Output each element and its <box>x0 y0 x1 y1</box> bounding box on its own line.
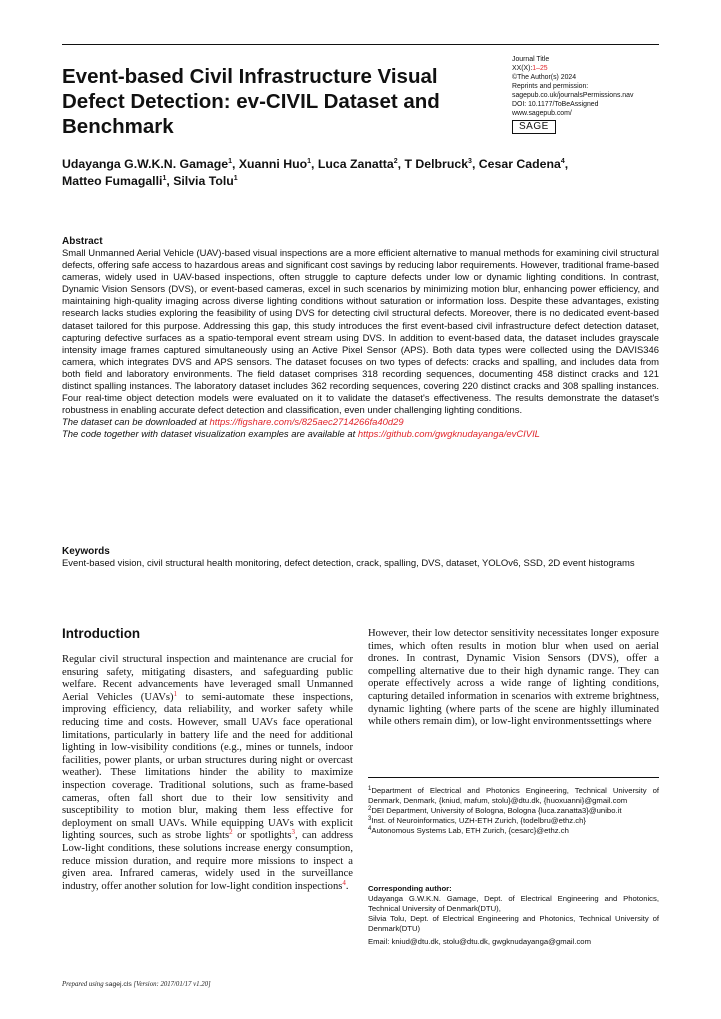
doi: DOI: 10.1177/ToBeAssigned <box>512 101 599 108</box>
citation-2[interactable]: 2 <box>229 828 233 837</box>
affiliation-footnotes <box>368 786 659 836</box>
code-link[interactable]: https://github.com/gwgknudayanga/evCIVIL <box>357 429 540 441</box>
author-name: Matteo Fumagalli <box>62 174 163 188</box>
author-affiliation-marker: 1 <box>307 158 312 165</box>
footnote-text: Inst. of Neuroinformatics, UZH-ETH Zurich, {todelbru@ethz.ch} <box>371 815 586 825</box>
abstract-body: Small Unmanned Aerial Vehicle (UAV)-based visual inspections are a more efficient alternative to manual methods for examining civil structural defects, offering safe access to hazardous areas and significant cost savings by reducing labor requirements. However, traditional frame-based cameras, widely used in UAV-based inspections, often struggle to capture defects under low or dynamic lighting conditions. In contrast, Dynamic Vision Sensors (DVS), or event-based cameras, excel in such scenarios by minimizing motion blur, enhancing power efficiency, and maintaining high-quality imaging across diverse lighting conditions without saturation or information loss. Despite these advantages, existing research lacks studies exploring the feasibility of using DVS for detecting civil structural defects. Moreover, there is no dedicated event-based dataset tailored for this purpose. Addressing this gap, this study introduces the first event-based civil infrastructure defect detection dataset, capturing defective surfaces as a spatio-temporal event stream using DVS. In addition to event-based data, the dataset includes grayscale intensity image frames captured simultaneously using an Active Pixel Sensor (APS). Both data types were collected using the DAVIS346 camera, which integrates DVS and APS sensors. The dataset focuses on two types of defects: cracks and spalling, and includes data from both field and laboratory environments. The field dataset comprises 318 recording sequences, documenting 458 distinct cracks and 121 distinct spalling instances. The laboratory dataset includes 362 recording sequences, covering 220 distinct cracks and 308 spalling instances. Four real-time object detection models were evaluated on it to validate the dataset's effectiveness. The results demonstrate the dataset's robustness in enabling accurate defect detection and classification, even under challenging lighting conditions. <box>62 248 659 417</box>
author-list: Udayanga G.W.K.N. Gamage$^1$, Xuanni Huo$^1$, Luca Zanatta$^2$, T Delbruck$^3$, Cesar Cadena$^4$, Matteo Fumagalli$^1$, Silvia Tolu$^1$ <box>62 157 569 188</box>
keywords-body: Event-based vision, civil structural health monitoring, defect detection, crack, spalling, DVS, dataset, YOLOv6, SSD, 2D event histograms <box>62 558 635 569</box>
top-rule <box>62 44 659 45</box>
sage-logo: SAGE <box>512 120 556 134</box>
author-name: Udayanga G.W.K.N. Gamage <box>62 157 229 171</box>
footnote-number: 4 <box>368 825 372 832</box>
introduction-right-column <box>368 628 659 729</box>
author-name: Silvia Tolu <box>173 174 234 188</box>
corresponding-email: Email: kniud@dtu.dk, stolu@dtu.dk, gwgknudayanga@gmail.com <box>368 936 591 946</box>
dataset-availability: The dataset can be downloaded at https://figshare.com/s/825aec2714266fa40d29 <box>62 417 404 429</box>
copyright: ©The Author(s) 2024 <box>512 74 577 81</box>
reprints-url: sagepub.co.uk/journalsPermissions.nav <box>512 92 634 99</box>
footnote-text: DEI Department, University of Bologna, Bologna {luca.zanatta3}@unibo.it <box>371 805 622 815</box>
corresponding-line-2: Silvia Tolu, Dept. of Electrical Engineering and Photonics, Technical University of Denmark(DTU) <box>368 913 659 933</box>
abstract-heading: Abstract <box>62 236 103 247</box>
author-affiliation-marker: 1 <box>228 158 232 165</box>
corresponding-line-1: Udayanga G.W.K.N. Gamage, Dept. of Electrical Engineering and Photonics, Technical University of Denmark(DTU), <box>368 893 659 913</box>
author-name: Luca Zanatta <box>317 157 394 171</box>
citation-1[interactable]: 1 <box>173 689 178 698</box>
introduction-heading: Introduction <box>62 626 141 641</box>
corresponding-author <box>368 884 659 946</box>
introduction-continuation: However, their low detector sensitivity necessitates longer exposure times, which often results in motion blur when used on aerial drones. In contrast, Dynamic Vision Sensors (DVS), offer a compelling alternative due to their high dynamic range. They can operate effectively across a wide range of lighting conditions, capturing detailed information in scenarios with extreme brightness, dynamic lighting (where parts of the scene are highly illuminated while others remain dim), or low-light environmentssettings where <box>368 628 659 728</box>
author-affiliation-marker: 1 <box>162 175 167 182</box>
code-availability: The code together with dataset visualization examples are available at https://github.com/gwgknudayanga/evCIVIL <box>62 429 540 441</box>
dataset-link[interactable]: https://figshare.com/s/825aec2714266fa40d29 <box>209 417 404 429</box>
introduction-left-column <box>62 654 353 893</box>
paper-title: Event-based Civil Infrastructure Visual Defect Detection: ev-CIVIL Dataset and Benchmark <box>62 65 440 138</box>
affiliation-footnote <box>368 786 659 806</box>
prepared-using-footer: Prepared using sagej.cls [Version: 2017/01/17 v1.20] <box>62 981 211 988</box>
affiliation-footnote <box>368 826 659 836</box>
author-name: Cesar Cadena <box>478 157 561 171</box>
footnote-text: Department of Electrical and Photonics Engineering, Technical University of Denmark, Denmark, {kniud, mafum, stolu}@dtu.dk, {huoxuanni}@gmail.com <box>368 786 659 805</box>
footnote-text: Autonomous Systems Lab, ETH Zurich, {cesarc}@ethz.ch <box>371 825 569 835</box>
keywords-heading: Keywords <box>62 546 110 557</box>
journal-meta <box>512 55 672 134</box>
journal-issue: XX(X):1–25 <box>512 65 548 72</box>
affiliation-footnote <box>368 816 659 826</box>
footnote-number: 1 <box>368 786 372 792</box>
abstract-section <box>62 235 659 442</box>
author-affiliation-marker: 1 <box>233 175 238 182</box>
journal-name: Journal Title <box>512 56 550 63</box>
citation-4[interactable]: 4 <box>342 878 346 887</box>
page-range-link[interactable]: 1–25 <box>532 65 548 72</box>
author-affiliation-marker: 2 <box>393 158 398 165</box>
reprints-label: Reprints and permission: <box>512 83 589 90</box>
author-affiliation-marker: 3 <box>468 158 472 165</box>
footnote-rule <box>368 777 659 778</box>
keywords-section <box>62 545 659 570</box>
author-name: Xuanni Huo <box>238 157 308 171</box>
author-name: T Delbruck <box>404 157 469 171</box>
author-affiliation-marker: 4 <box>560 158 565 165</box>
introduction-paragraph: Regular civil structural inspection and maintenance are crucial for ensuring safety, mitigating disasters, and safeguarding public welfare. Recent advancements have leveraged small Unmanned Aerial Vehicles (UAVs)$^1$ to semi-automate these inspections, improving efficiency, data reliability, and worker safety while reducing time and costs. However, small UAVs face operational limitations, particularly in battery life and the need for additional lighting in low-visibility conditions (e.g., mines or tunnels, indoor facilities, power plants, or urban structures during night or overcast weather). These limitations hinder the ability to maximize inspection coverage. Traditional solutions, such as frame-based cameras, often fall short due to their low sensitivity and susceptibility to motion blur, making them less effective for deployment on small UAVs. While equipping UAVs with explicit lighting sources, such as strobe lights$^2$ or spotlights$^3$, can address Low-light conditions, these solutions increase energy consumption, reduce mission duration, and require more missions to inspect a given area. Infrared cameras, widely used in the surveillance industry, offer another solution for low-light condition inspections$^4$. <box>62 654 353 892</box>
footnote-number: 2 <box>368 805 372 812</box>
footnote-number: 3 <box>368 815 372 822</box>
affiliation-footnote <box>368 806 659 816</box>
corresponding-heading: Corresponding author: <box>368 884 452 893</box>
citation-3[interactable]: 3 <box>291 828 296 837</box>
publisher-website: www.sagepub.com/ <box>512 110 572 117</box>
